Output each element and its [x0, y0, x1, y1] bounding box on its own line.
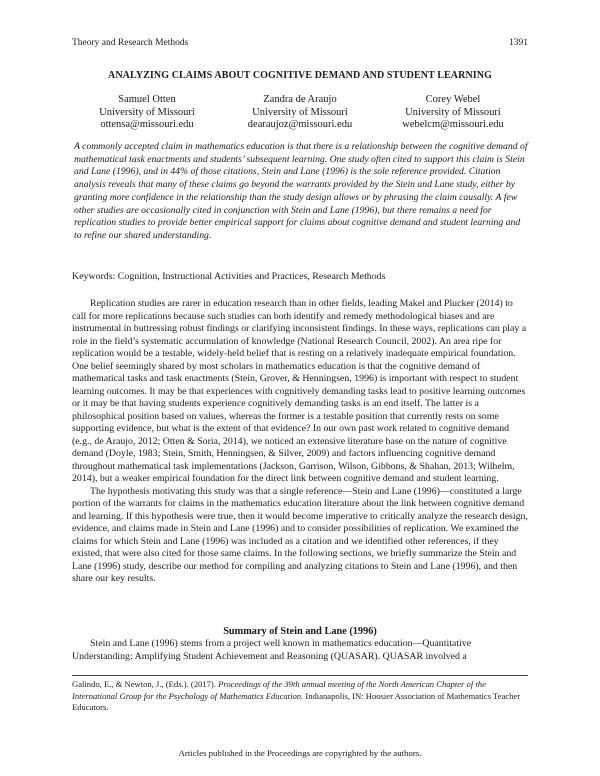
copyright-notice: Articles published in the Proceedings are copyrighted by the authors.: [178, 748, 422, 758]
page-number: 1391: [509, 38, 528, 48]
author-1: [72, 94, 222, 132]
section-text: [72, 638, 528, 663]
running-header-title: Theory and Research Methods: [72, 38, 189, 48]
paper-title: ANALYZING CLAIMS ABOUT COGNITIVE DEMAND AND STUDENT LEARNING: [108, 70, 492, 81]
body-paragraph: The hypothesis motivating this study was that a single reference—Stein and Lane (1996)—constituted a large portion of the warrants for claims in the mathematics education literature about the link between cognitive demand and learning. If this hypothesis were true, then it would become imperative to critically analyze the research design, evidence, and claims made in Stein and Lane (1996) and to consider possibilities of replication. We examined the claims for which Stein and Lane (1996) was included as a citation and we identified other references, if they existed, that were also cited for those same claims. In the following sections, we briefly summarize the Stein and Lane (1996) study, describe our method for compiling and analyzing citations to Stein and Lane (1996), and then share our key results.: [72, 485, 528, 584]
author-affiliation: University of Missouri: [252, 106, 348, 118]
body-paragraph: Stein and Lane (1996) stems from a project well known in mathematics education—Quantitative Understanding: Amplifying Student Achievement and Reasoning (QUASAR). QUASAR involved a: [72, 638, 472, 662]
author-name: Samuel Otten: [118, 94, 176, 105]
body-paragraph: Replication studies are rarer in education research than in other fields, leading Makel and Plucker (2014) to call for more replications because such studies can both identify and remedy methodological biases and are instrumental in buttressing robust findings or clarifying inconsistent findings. In these ways, replications can play a role in the field’s systematic accumulation of knowledge (National Research Council, 2002). An area ripe for replication would be a testable, widely-held belief that is resting on a relatively inadequate empirical foundation. One belief seemingly shared by most scholars in mathematics education is that the cognitive demand of mathematical tasks and task enactments (Stein, Grover, & Henningsen, 1996) is important with respect to student learning outcomes. It may be that experiences with cognitively demanding tasks lead to positive learning outcomes or it may be that having students experience cognitively demanding tasks is an end itself. The latter is a philosophical position based on values, whereas the former is a testable position that currently rests on some supporting evidence, but what is the extent of that evidence? In our own past work related to cognitive demand (e.g., de Araujo, 2012; Otten & Soria, 2014), we noticed an extensive literature base on the nature of cognitive demand (Doyle, 1983; Stein, Smith, Henningsen, & Silver, 2009) and factors influencing cognitive demand throughout mathematical task implementations (Jackson, Garrison, Wilson, Gibbons, & Shahan, 2013; Wilhelm, 2014), but a weaker empirical foundation for the direct link between cognitive demand and student learning.: [72, 298, 527, 484]
author-3: [378, 94, 528, 132]
citation-authors: Galindo, E., & Newton, J., (Eds.). (2017).: [72, 679, 219, 689]
keywords: Keywords: Cognition, Instructional Activities and Practices, Research Methods: [72, 271, 386, 282]
author-email: dearaujoz@missouri.edu: [247, 119, 353, 130]
author-affiliation: University of Missouri: [99, 106, 195, 118]
citation-publisher: Indianapolis, IN: Hoosier Association of Mathematics Teacher Educators.: [72, 690, 521, 713]
author-email: ottensa@missouri.edu: [100, 119, 194, 130]
abstract: A commonly accepted claim in mathematics education is that there is a relationship between the cognitive demand of mathematical task enactments and students’ subsequent learning. One study often cited to support this claim is Stein and Lane (1996), and in 44% of those citations, Stein and Lane (1996) is the sole reference provided. Citation analysis reveals that many of these claims go beyond the warrants provided by the Stein and Lane study, either by granting more confidence in the relationship than the study design allows or by phrasing the claim causally. A few other studies are occasionally cited in conjunction with Stein and Lane (1996), but there remains a need for replication studies to provide better empirical support for claims about cognitive demand and student learning and to refine our shared understanding.: [74, 141, 528, 241]
citation-title: Proceedings of the 39th annual meeting of the North American Chapter of the International Group for the Psychology of Mathematics Education.: [72, 679, 486, 701]
running-header: [72, 38, 528, 48]
body-text: [72, 298, 528, 586]
author-affiliation: University of Missouri: [405, 106, 501, 118]
proceedings-citation: [72, 679, 528, 714]
section-heading: Summary of Stein and Lane (1996): [223, 626, 377, 637]
author-name: Zandra de Araujo: [263, 94, 337, 105]
author-2: [225, 94, 375, 132]
author-block: [72, 94, 528, 132]
author-email: webelcm@missouri.edu: [402, 119, 504, 130]
footer-divider: [72, 675, 528, 676]
author-name: Corey Webel: [425, 94, 481, 105]
